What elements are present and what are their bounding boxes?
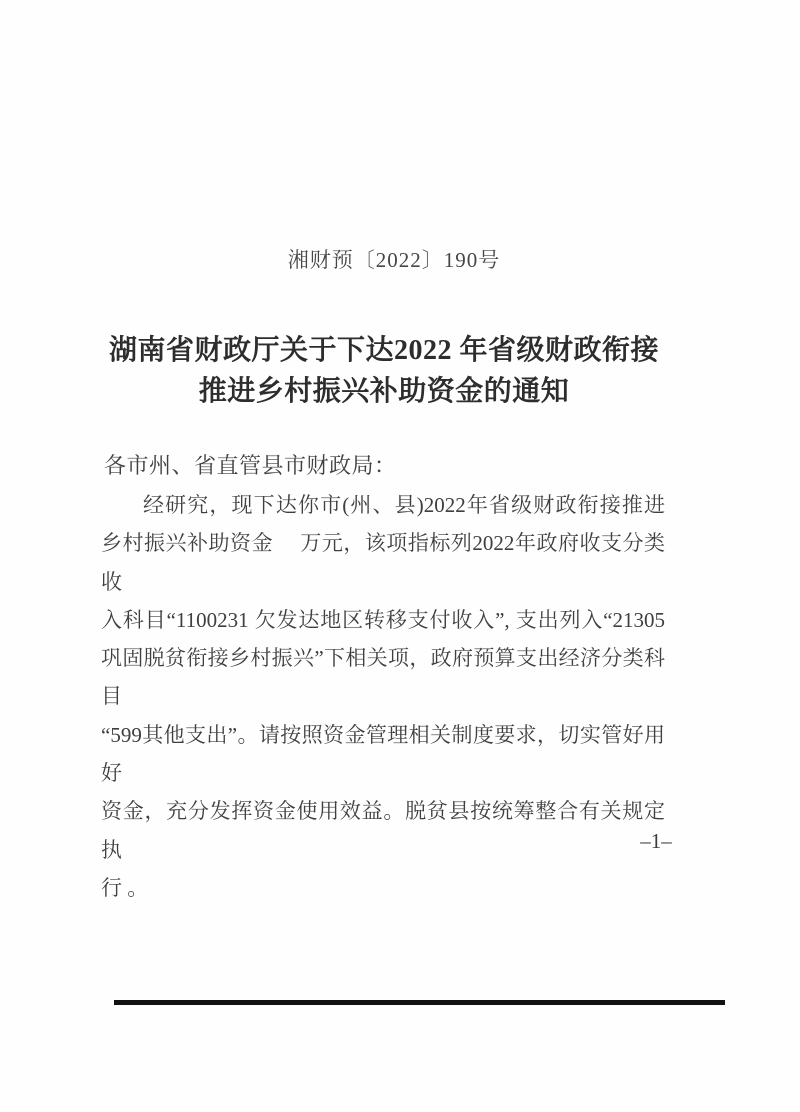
body-line: 入科目“1100231 欠发达地区转移支付收入”, 支出列入“21305: [101, 607, 665, 632]
body-paragraph: [101, 486, 665, 907]
footer-divider-rule: [114, 1000, 725, 1005]
body-line: 行 。: [101, 875, 149, 900]
body-line: 资金，充分发挥资金使用效益。脱贫县按统筹整合有关规定执: [101, 799, 665, 862]
body-line: “599其他支出”。请按照资金管理相关制度要求，切实管好用好: [101, 722, 665, 786]
addressee-line: 各市州、省直管县市财政局：: [104, 453, 397, 478]
document-title: [0, 330, 800, 412]
document-title-line-1: 湖南省财政厅关于下达2022 年省级财政衔接: [108, 335, 659, 366]
body-line: 乡村振兴补助资金 万元，该项指标列2022年政府收支分类收: [101, 531, 665, 594]
page-number: –1–: [640, 829, 672, 853]
document-number: 湘财预〔2022〕190号: [287, 248, 501, 272]
body-line: 巩固脱贫衔接乡村振兴”下相关项，政府预算支出经济分类科目: [101, 646, 665, 709]
body-line: 经研究，现下达你市(州、县)2022年省级财政衔接推进: [143, 493, 665, 517]
document-title-line-2: 推进乡村振兴补助资金的通知: [198, 376, 570, 407]
